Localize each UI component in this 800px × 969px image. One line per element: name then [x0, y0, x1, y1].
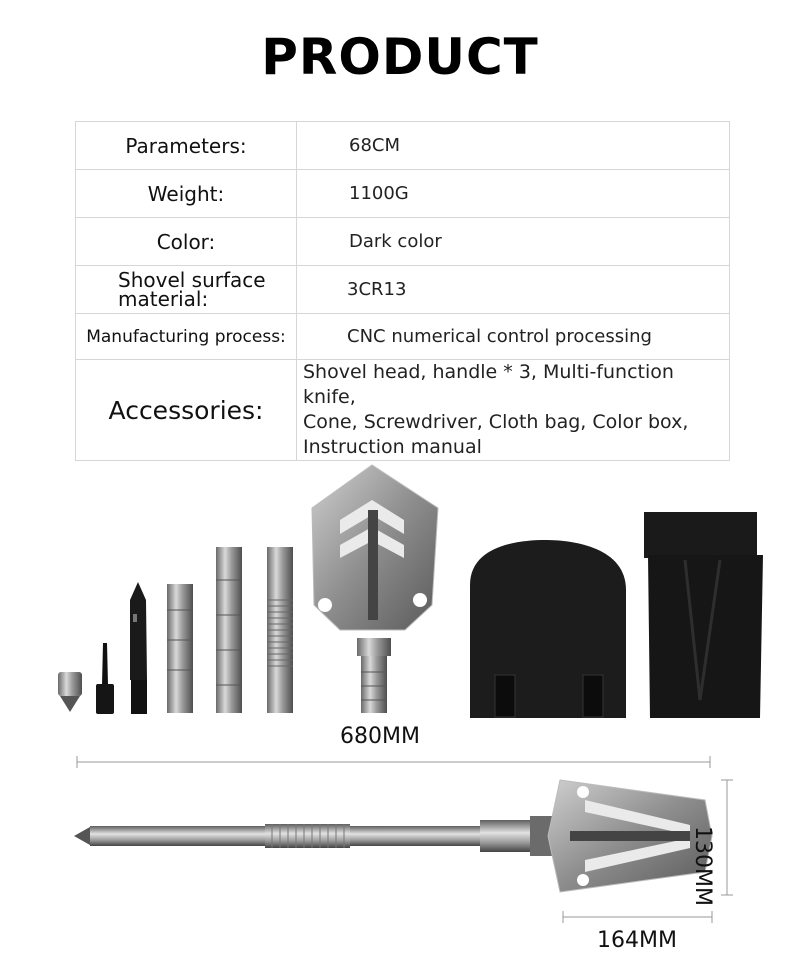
spec-value: CNC numerical control processing: [297, 314, 730, 360]
spec-label-line: Shovel surface: [118, 267, 266, 292]
spec-label: Color:: [76, 218, 297, 266]
spec-label-line: material:: [118, 286, 209, 311]
spec-value: 3CR13: [297, 266, 730, 314]
handle-segment: [167, 584, 193, 713]
assembled-shovel: [74, 780, 712, 892]
screwdriver-accessory: [96, 643, 114, 714]
spec-value: 1100G: [297, 170, 730, 218]
spec-value-line: Instruction manual: [303, 436, 482, 458]
cloth-bag: [644, 512, 763, 718]
spec-value-line: Cone, Screwdriver, Cloth bag, Color box,: [303, 411, 689, 433]
width-dimension-line: [563, 911, 712, 923]
width-label: 164MM: [597, 928, 677, 953]
spec-value: Dark color: [297, 218, 730, 266]
length-label: 680MM: [340, 724, 420, 749]
shovel-head: [312, 465, 438, 713]
spec-value-line: Shovel head, handle * 3, Multi-function knife,: [303, 361, 674, 408]
cone-accessory: [58, 672, 82, 712]
page-title: PRODUCT: [261, 28, 539, 86]
knife-accessory: [130, 582, 147, 714]
blade-cover: [470, 540, 626, 718]
height-dimension-line: [721, 780, 733, 895]
spec-label: Accessories:: [76, 360, 297, 461]
height-label: 130MM: [690, 826, 715, 906]
length-dimension-line: [77, 756, 710, 768]
handle-segment: [216, 547, 242, 713]
handle-segment: [267, 547, 293, 713]
spec-label: Parameters:: [76, 122, 297, 170]
spec-label: Weight:: [76, 170, 297, 218]
spec-label: Manufacturing process:: [76, 314, 297, 360]
spec-value: 68CM: [297, 122, 730, 170]
